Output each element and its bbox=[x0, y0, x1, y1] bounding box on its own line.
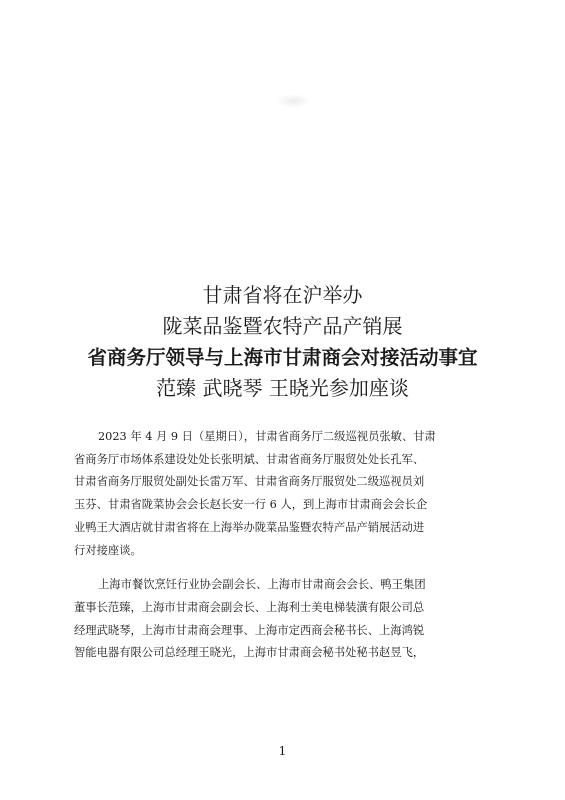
paragraph-1-line: 玉芬、甘肃省陇菜协会会长赵长安一行 6 人，到上海市甘肃商会会长企 bbox=[74, 498, 428, 512]
title-line-1: 甘肃省将在沪举办 bbox=[202, 283, 363, 307]
paragraph-1 bbox=[74, 426, 494, 562]
paragraph-1-line: 2023 年 4 月 9 日（星期日），甘肃省商务厅二级巡视员张敏、甘肃 bbox=[98, 430, 436, 443]
paragraph-1-line: 甘肃省商务厅服贸处副处长雷万军、甘肃省商务厅服贸处二级巡视员刘 bbox=[74, 475, 425, 489]
paragraph-1-line: 省商务厅市场体系建设处处长张明斌、甘肃省商务厅服贸处处长孔军、 bbox=[74, 452, 425, 466]
scan-smudge bbox=[276, 94, 310, 108]
title-line-4: 范臻 武晓琴 王晓光参加座谈 bbox=[156, 376, 409, 400]
page-number: 1 bbox=[278, 744, 287, 758]
paragraph-2 bbox=[74, 574, 494, 665]
paragraph-1-line: 业鸭王大酒店就甘肃省将在上海举办陇菜品鉴暨农特产品产销展活动进 bbox=[74, 520, 425, 534]
paragraph-1-line: 行对接座谈。 bbox=[74, 543, 142, 557]
body-text bbox=[74, 426, 494, 665]
title-line-2: 陇菜品鉴暨农特产品产销展 bbox=[162, 314, 403, 338]
paragraph-gap bbox=[74, 562, 494, 574]
title-block bbox=[0, 280, 565, 404]
title-line-3: 省商务厅领导与上海市甘肃商会对接活动事宜 bbox=[87, 346, 478, 369]
paragraph-2-line: 董事长范臻，上海市甘肃商会副会长、上海利士美电梯装潢有限公司总 bbox=[74, 600, 425, 614]
paragraph-2-line: 上海市餐饮烹饪行业协会副会长、上海市甘肃商会会长、鸭王集团 bbox=[98, 578, 426, 592]
paragraph-2-line: 智能电器有限公司总经理王晓光，上海市甘肃商会秘书处秘书赵昱飞， bbox=[74, 646, 425, 660]
paragraph-2-line: 经理武晓琴，上海市甘肃商会理事、上海市定西商会秘书长、上海鸿锐 bbox=[74, 623, 425, 637]
